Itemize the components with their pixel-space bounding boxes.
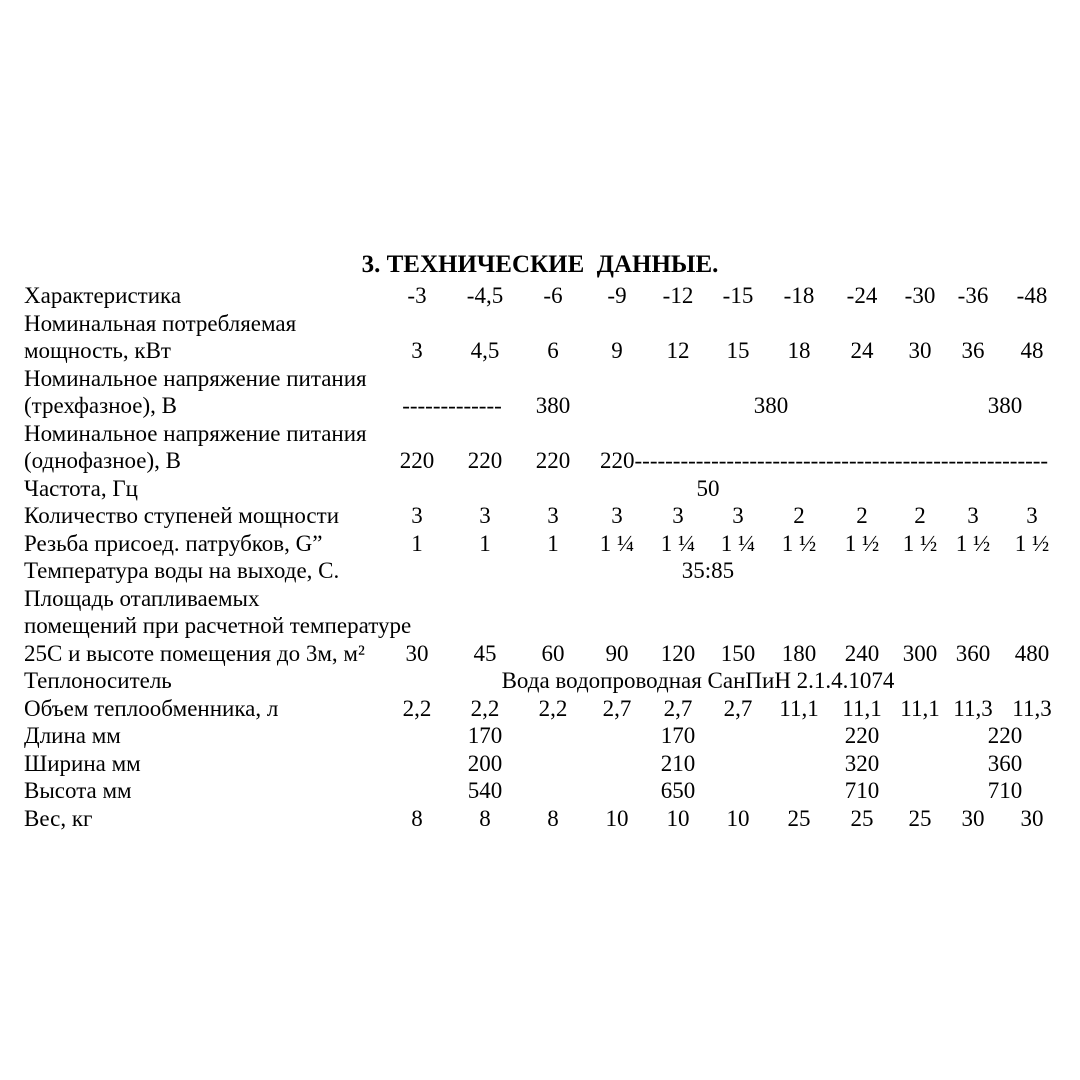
value-cell: 2,2 — [470, 695, 500, 721]
value-cell: 220 — [844, 723, 880, 748]
row-label-height: Высота мм — [24, 778, 132, 803]
value-cell: 1 ½ — [955, 530, 991, 556]
value-cell: 170 — [660, 723, 696, 748]
value-cell: 320 — [844, 750, 880, 776]
value-cell: 25 — [787, 805, 811, 831]
value-cell: 10 — [726, 805, 750, 831]
value-cell: 710 — [844, 778, 880, 803]
table-header-row — [24, 282, 1080, 310]
value-cell: 2,7 — [602, 695, 632, 721]
value-cell: 1 — [547, 530, 559, 556]
value-cell-dashes: 220------------------------------------------------------ — [600, 448, 1049, 473]
value-cell: 48 — [1020, 338, 1044, 363]
column-header: -24 — [846, 283, 878, 308]
value-cell: 8 — [547, 805, 559, 831]
value-cell: 1 ¼ — [660, 530, 696, 556]
value-cell: 10 — [666, 805, 690, 831]
value-cell: 540 — [467, 778, 503, 803]
row-label-line: 25С и высоте помещения до 3м, м² — [24, 640, 365, 666]
value-cell: 45 — [473, 640, 497, 666]
row-label-line: мощность, кВт — [24, 338, 171, 363]
value-cell: 3 — [611, 503, 623, 528]
value-cell: 180 — [781, 640, 817, 666]
value-cell: 11,1 — [842, 695, 882, 721]
column-header: -15 — [722, 283, 754, 308]
value-cell: 3 — [967, 503, 979, 528]
value-cell: 240 — [844, 640, 880, 666]
row-label-line: Номинальная потребляемая — [24, 310, 297, 336]
value-cell: 8 — [479, 805, 491, 831]
value-cell: 24 — [850, 338, 874, 363]
value-cell: 1 ½ — [844, 530, 880, 556]
row-label-line: Номинальное напряжение питания — [24, 420, 367, 446]
value-cell: 2 — [856, 503, 868, 528]
value-cell: 1 — [411, 530, 423, 556]
table-row-frequency — [24, 475, 1080, 503]
row-label-power — [24, 310, 384, 365]
value-cell: 150 — [720, 640, 756, 666]
value-cell: 3 — [411, 338, 423, 363]
value-cell: 380 — [753, 393, 789, 418]
value-cell: 30 — [1020, 805, 1044, 831]
value-cell: 30 — [908, 338, 932, 363]
page-title: 3. ТЕХНИЧЕСКИЕ ДАННЫЕ. — [361, 251, 719, 278]
value-cell: 120 — [660, 640, 696, 666]
value-cell: 1 — [479, 530, 491, 556]
value-cell: 3 — [672, 503, 684, 528]
value-cell: 18 — [787, 338, 811, 363]
table-row-heated-area — [24, 585, 1080, 668]
value-cell: 200 — [467, 750, 503, 776]
table-row-coolant — [24, 667, 1080, 695]
table-row-water-temp — [24, 557, 1080, 585]
value-cell: 2,7 — [723, 695, 753, 721]
column-header: -48 — [1016, 283, 1048, 308]
value-cell: 220 — [987, 723, 1023, 748]
value-cell: 11,1 — [779, 695, 819, 721]
value-cell: 11,1 — [900, 695, 940, 721]
value-cell: 30 — [961, 805, 985, 831]
column-header: -36 — [957, 283, 989, 308]
value-cell: 220 — [535, 448, 571, 473]
row-label-thread: Резьба присоед. патрубков, G” — [24, 530, 323, 556]
value-cell: 36 — [961, 338, 985, 363]
value-cell: 220 — [399, 448, 435, 473]
column-header: -6 — [543, 283, 563, 308]
value-cell: 650 — [660, 778, 696, 803]
table-row-length — [24, 722, 1080, 750]
value-cell: 50 — [696, 475, 720, 501]
column-header: -4,5 — [466, 283, 504, 308]
value-cell: Вода водопроводная СанПиН 2.1.4.1074 — [501, 668, 895, 693]
column-header: -12 — [662, 283, 694, 308]
value-cell: 8 — [411, 805, 423, 831]
row-label-heated-area — [24, 585, 412, 668]
value-cell: 380 — [987, 393, 1023, 418]
value-cell: 12 — [666, 338, 690, 363]
value-cell: 220 — [467, 448, 503, 473]
row-label-volume: Объем теплообменника, л — [24, 695, 279, 721]
value-cell: 11,3 — [953, 695, 993, 721]
value-cell: 210 — [660, 750, 696, 776]
row-label-voltage-1phase — [24, 420, 384, 475]
value-cell: 1 ¼ — [599, 530, 635, 556]
row-label-weight: Вес, кг — [24, 805, 93, 831]
value-cell: 480 — [1014, 640, 1050, 666]
value-cell: 3 — [732, 503, 744, 528]
row-label-line: Площадь отапливаемых — [24, 585, 260, 611]
value-cell: 360 — [955, 640, 991, 666]
table-row-power — [24, 310, 1080, 365]
value-cell: 6 — [547, 338, 559, 363]
row-label-voltage-3phase — [24, 365, 384, 420]
column-header: -30 — [904, 283, 936, 308]
table-row-thread — [24, 530, 1080, 558]
value-cell: 1 ½ — [781, 530, 817, 556]
table-row-volume — [24, 695, 1080, 723]
value-cell: 170 — [467, 723, 503, 748]
value-cell-dashes: ------------- — [402, 393, 502, 418]
value-cell: 2,2 — [402, 695, 432, 721]
column-header: -3 — [407, 283, 427, 308]
table-row-width — [24, 750, 1080, 778]
row-label-length: Длина мм — [24, 723, 121, 748]
row-label-line: (однофазное), В — [24, 448, 182, 473]
value-cell: 15 — [726, 338, 750, 363]
value-cell: 2,7 — [663, 695, 693, 721]
table-row-height — [24, 777, 1080, 805]
row-label-line: Номинальное напряжение питания — [24, 365, 367, 391]
value-cell: 35:85 — [681, 558, 735, 583]
column-header: -9 — [607, 283, 627, 308]
value-cell: 300 — [902, 640, 938, 666]
value-cell: 3 — [411, 503, 423, 528]
row-label-width: Ширина мм — [24, 750, 141, 776]
value-cell: 710 — [987, 778, 1023, 803]
value-cell: 2 — [793, 503, 805, 528]
value-cell: 60 — [541, 640, 565, 666]
row-label-water-temp: Температура воды на выходе, С. — [24, 558, 340, 583]
value-cell: 380 — [535, 393, 571, 418]
value-cell: 360 — [987, 750, 1023, 776]
row-label-line: (трехфазное), В — [24, 393, 178, 418]
value-cell: 90 — [605, 640, 629, 666]
value-cell: 9 — [611, 338, 623, 363]
value-cell: 1 ½ — [1014, 530, 1050, 556]
row-label-characteristic: Характеристика — [24, 283, 182, 308]
value-cell: 10 — [605, 805, 629, 831]
value-cell: 1 ½ — [902, 530, 938, 556]
row-label-frequency: Частота, Гц — [24, 475, 138, 501]
table-row-weight — [24, 805, 1080, 833]
value-cell: 3 — [479, 503, 491, 528]
table-row-power-steps — [24, 502, 1080, 530]
table-row-voltage-1phase — [24, 420, 1080, 475]
value-cell: 11,3 — [1012, 695, 1052, 721]
table-row-voltage-3phase — [24, 365, 1080, 420]
value-cell: 3 — [1026, 503, 1038, 528]
row-label-coolant: Теплоноситель — [24, 668, 172, 693]
value-cell: 4,5 — [470, 338, 500, 363]
value-cell: 2 — [914, 503, 926, 528]
value-cell: 25 — [908, 805, 932, 831]
value-cell: 2,2 — [538, 695, 568, 721]
row-label-power-steps: Количество ступеней мощности — [24, 503, 340, 528]
value-cell: 30 — [405, 640, 429, 666]
value-cell: 1 ¼ — [720, 530, 756, 556]
column-header: -18 — [783, 283, 815, 308]
value-cell: 3 — [547, 503, 559, 528]
row-label-line: помещений при расчетной температуре — [24, 613, 412, 638]
value-cell: 25 — [850, 805, 874, 831]
